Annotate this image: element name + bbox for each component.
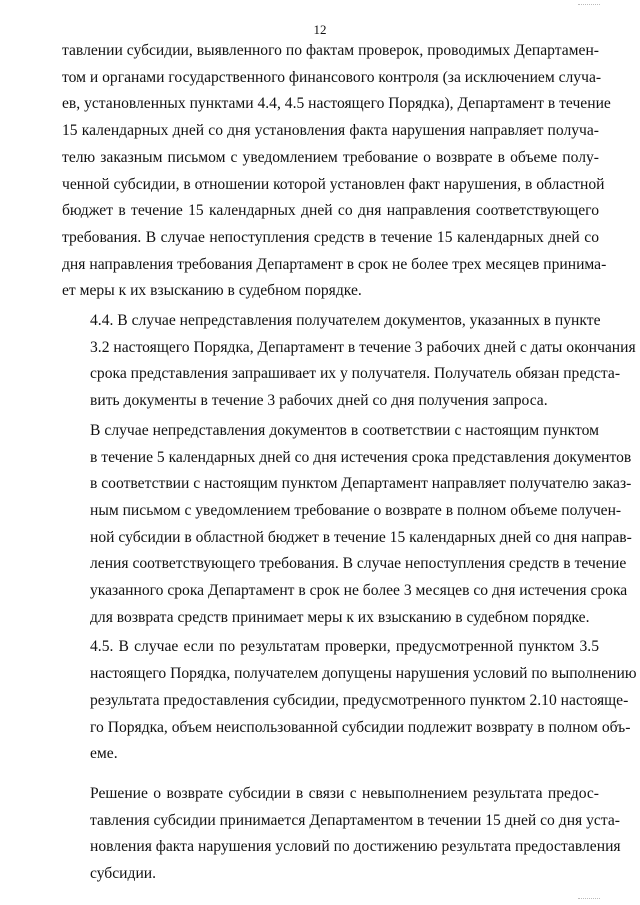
text-line: требования. В случае непоступления средств в течение 15 календарных дней со	[62, 228, 599, 246]
paragraph-refund-decision	[62, 781, 621, 888]
text-line: 15 календарных дней со дня установления факта нарушения направляет получа-	[62, 122, 599, 140]
text-line: ченной субсидии, в отношении которой установлен факт нарушения, в областной	[62, 175, 605, 193]
scan-mark-bottom	[578, 894, 600, 899]
text-line: ным письмом с уведомлением требование о возврате в полном объеме получен-	[90, 501, 622, 519]
text-line: том и органами государственного финансового контроля (за исключением случа-	[62, 68, 602, 86]
paragraph-4-4	[62, 308, 636, 415]
text-line: срока представления запрашивает их у получателя. Получатель обязан предста-	[90, 365, 621, 383]
text-line: дня направления требования Департамент в срок не более трех месяцев принима-	[62, 255, 607, 273]
paragraph-4-4-second	[62, 418, 632, 632]
text-line: в соответствии с настоящим пунктом Департамент направляет получателю заказ-	[90, 475, 632, 493]
text-line: тавлении субсидии, выявленного по фактам проверок, проводимых Департамен-	[62, 42, 599, 59]
text-line: Решение о возврате субсидии в связи с невыполнением результата предос-	[90, 784, 599, 802]
text-line: для возврата средств принимает меры к их взысканию в судебном порядке.	[90, 608, 590, 626]
text-line: 3.2 настоящего Порядка, Департамент в течение 3 рабочих дней с даты окончания	[90, 338, 636, 356]
text-line: го Порядка, объем неиспользованной субсидии подлежит возврату в полном объ-	[90, 718, 631, 736]
text-line: вить документы в течение 3 рабочих дней со дня получения запроса.	[90, 392, 548, 410]
text-line: телю заказным письмом с уведомлением требование о возврате в объеме полу-	[62, 148, 599, 166]
text-line: в течение 5 календарных дней со дня истечения срока представления документов	[90, 448, 632, 466]
paragraph-continuation	[62, 38, 611, 305]
text-line: В случае непредставления документов в соответствии с настоящим пунктом	[90, 421, 599, 439]
text-line: новления факта нарушения условий по достижению результата предоставления	[90, 838, 621, 856]
text-line: субсидии.	[90, 865, 157, 883]
text-line: еме.	[90, 745, 118, 763]
scan-mark-top	[578, 0, 600, 5]
text-line: 4.5. В случае если по результатам проверки, предусмотренной пунктом 3.5	[90, 638, 599, 656]
text-line: 4.4. В случае непредставления получателем документов, указанных в пункте	[90, 312, 601, 330]
document-body	[62, 38, 637, 888]
text-line: настоящего Порядка, получателем допущены нарушения условий по выполнению	[90, 665, 637, 683]
text-line: бюджет в течение 15 календарных дней со дня направления соответствующего	[62, 202, 599, 220]
text-line: ет меры к их взысканию в судебном порядке.	[62, 282, 362, 300]
page-number: 12	[313, 22, 327, 37]
text-line: ной субсидии в областной бюджет в течение 15 календарных дней со дня направ-	[90, 528, 632, 546]
paragraph-4-5	[62, 634, 637, 768]
text-line: ления соответствующего требования. В случае непоступления средств в течение	[90, 555, 627, 573]
text-line: тавления субсидии принимается Департаментом в течении 15 дней со дня уста-	[90, 811, 620, 829]
text-line: результата предоставления субсидии, предусмотренного пунктом 2.10 настояще-	[90, 691, 629, 709]
text-line: указанного срока Департамент в срок не более 3 месяцев со дня истечения срока	[90, 582, 628, 600]
text-line: ев, установленных пунктами 4.4, 4.5 настоящего Порядка), Департамент в течение	[62, 95, 611, 113]
